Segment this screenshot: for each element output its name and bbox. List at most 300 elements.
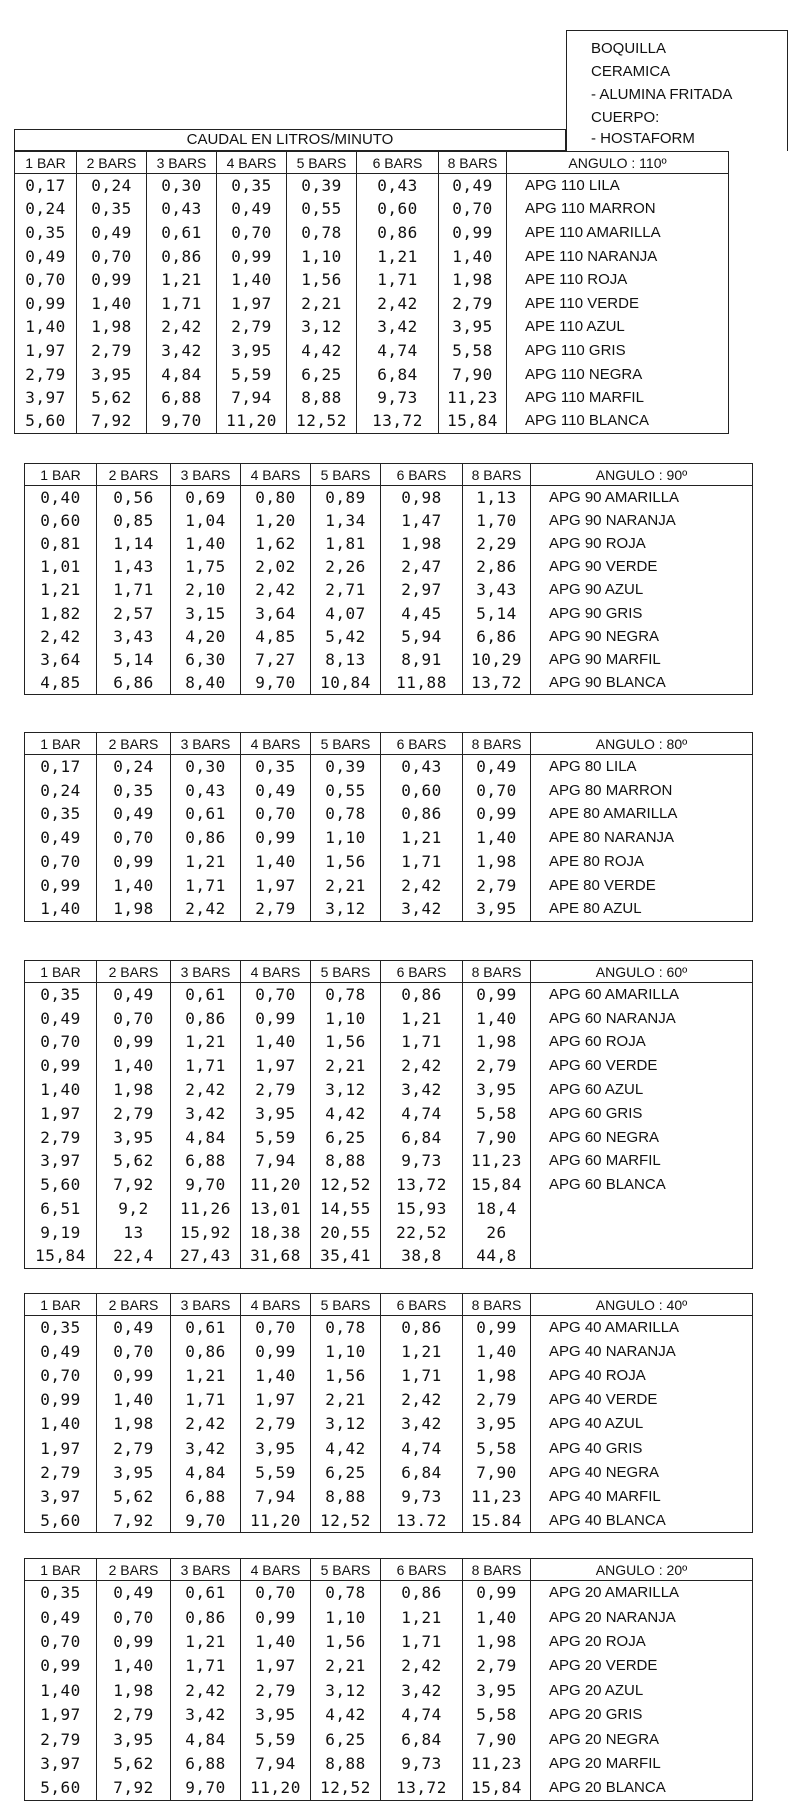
flow-value-cell: 0,70 (97, 1605, 171, 1629)
flow-value-cell: 15,84 (463, 1776, 531, 1800)
flow-value-cell: 13,72 (381, 1776, 463, 1800)
flow-value-cell: 0,99 (463, 983, 531, 1007)
flow-value-cell: 1,81 (311, 532, 381, 555)
flow-table-6 (24, 1558, 753, 1801)
flow-value-cell: 11,20 (241, 1776, 311, 1800)
table-row (25, 1508, 753, 1532)
table-row (25, 601, 753, 624)
nozzle-name-cell: APG 40 VERDE (531, 1388, 753, 1412)
flow-value-cell: 7,90 (463, 1125, 531, 1149)
flow-value-cell: 4,74 (381, 1702, 463, 1726)
flow-value-cell: 1,10 (311, 1006, 381, 1030)
column-header: 2 BARS (77, 152, 147, 174)
flow-value-cell: 3,12 (287, 315, 357, 339)
flow-value-cell: 1,01 (25, 555, 97, 578)
note-line: - HOSTAFORM (566, 129, 788, 151)
flow-value-cell: 1,98 (463, 1030, 531, 1054)
flow-value-cell: 6,86 (463, 625, 531, 648)
flow-value-cell: 0,89 (311, 486, 381, 509)
flow-value-cell: 1,40 (25, 1678, 97, 1702)
column-header: 4 BARS (241, 1559, 311, 1581)
flow-value-cell: 1,97 (241, 1654, 311, 1678)
nozzle-name-cell: APG 90 GRIS (531, 601, 753, 624)
table-row (25, 509, 753, 532)
flow-value-cell: 5,60 (15, 409, 77, 433)
flow-value-cell: 8,40 (171, 671, 241, 694)
table-row (25, 1678, 753, 1702)
flow-value-cell: 1,98 (97, 1412, 171, 1436)
table-row (15, 386, 729, 410)
flow-value-cell: 0,60 (381, 778, 463, 802)
flow-value-cell: 2,42 (171, 1678, 241, 1702)
flow-value-cell: 1,62 (241, 532, 311, 555)
table-row (25, 1388, 753, 1412)
nozzle-name-cell: APG 110 GRIS (507, 339, 729, 363)
flow-value-cell: 1,21 (171, 850, 241, 874)
column-header: 8 BARS (463, 733, 531, 755)
angle-header: ANGULO : 90º (531, 464, 753, 486)
flow-value-cell: 9,70 (147, 409, 217, 433)
flow-value-cell: 1,40 (463, 1006, 531, 1030)
column-header: 4 BARS (217, 152, 287, 174)
nozzle-name-cell (531, 1197, 753, 1221)
flow-value-cell: 8,91 (381, 648, 463, 671)
flow-value-cell: 2,02 (241, 555, 311, 578)
table-row (15, 362, 729, 386)
flow-table-1 (14, 151, 729, 434)
flow-value-cell: 13,72 (357, 409, 439, 433)
flow-value-cell: 0,70 (97, 1006, 171, 1030)
flow-value-cell: 2,42 (357, 291, 439, 315)
flow-value-cell: 0,99 (97, 1364, 171, 1388)
table-row (25, 1316, 753, 1340)
flow-value-cell: 9,73 (357, 386, 439, 410)
nozzle-name-cell: APG 20 ROJA (531, 1629, 753, 1653)
column-header: 1 BAR (25, 464, 97, 486)
flow-value-cell: 3,42 (171, 1702, 241, 1726)
nozzle-name-cell: APG 110 MARFIL (507, 386, 729, 410)
flow-value-cell: 1,71 (171, 1654, 241, 1678)
flow-value-cell: 1,71 (381, 850, 463, 874)
flow-value-cell: 1,70 (463, 509, 531, 532)
flow-value-cell: 1,40 (171, 532, 241, 555)
table-row (25, 1581, 753, 1605)
flow-value-cell: 7,94 (241, 1149, 311, 1173)
flow-value-cell: 3,95 (463, 1678, 531, 1702)
flow-value-cell: 10,29 (463, 648, 531, 671)
flow-value-cell: 0,43 (171, 778, 241, 802)
flow-value-cell: 3,95 (463, 1412, 531, 1436)
table-row (25, 555, 753, 578)
table-row (25, 1244, 753, 1268)
flow-value-cell: 10,84 (311, 671, 381, 694)
nozzle-name-cell: APE 110 AZUL (507, 315, 729, 339)
flow-value-cell: 13,01 (241, 1197, 311, 1221)
flow-value-cell: 1,21 (171, 1629, 241, 1653)
column-header: 6 BARS (381, 961, 463, 983)
column-header: 4 BARS (241, 733, 311, 755)
flow-value-cell: 0,55 (311, 778, 381, 802)
flow-value-cell: 1,82 (25, 601, 97, 624)
flow-value-cell: 1,10 (311, 1605, 381, 1629)
flow-value-cell: 5,58 (439, 339, 507, 363)
angle-header: ANGULO : 60º (531, 961, 753, 983)
nozzle-name-cell: APG 90 BLANCA (531, 671, 753, 694)
flow-value-cell: 4,85 (241, 625, 311, 648)
flow-value-cell: 12,52 (287, 409, 357, 433)
table-row (25, 983, 753, 1007)
table-row (25, 802, 753, 826)
table-row (25, 1006, 753, 1030)
flow-value-cell: 1,04 (171, 509, 241, 532)
nozzle-name-cell: APG 110 NEGRA (507, 362, 729, 386)
flow-value-cell: 0,70 (241, 1581, 311, 1605)
column-header: 2 BARS (97, 733, 171, 755)
flow-value-cell: 5,59 (217, 362, 287, 386)
nozzle-name-cell: APG 40 ROJA (531, 1364, 753, 1388)
flow-value-cell: 1,98 (97, 897, 171, 921)
flow-value-cell: 3,64 (25, 648, 97, 671)
flow-value-cell: 1,13 (463, 486, 531, 509)
flow-value-cell: 0,85 (97, 509, 171, 532)
column-header: 8 BARS (463, 961, 531, 983)
flow-value-cell: 1,71 (171, 1054, 241, 1078)
nozzle-name-cell: APG 40 GRIS (531, 1436, 753, 1460)
flow-value-cell: 2,57 (97, 601, 171, 624)
flow-value-cell: 11,23 (463, 1484, 531, 1508)
flow-value-cell: 3,95 (97, 1125, 171, 1149)
table-row (15, 315, 729, 339)
flow-value-cell: 1,98 (463, 1364, 531, 1388)
flow-value-cell: 2,42 (381, 1388, 463, 1412)
flow-value-cell: 0,78 (311, 802, 381, 826)
flow-value-cell: 4,74 (381, 1436, 463, 1460)
flow-value-cell: 3,95 (439, 315, 507, 339)
flow-value-cell: 0,70 (97, 1340, 171, 1364)
flow-value-cell: 0,49 (25, 1340, 97, 1364)
flow-value-cell: 2,79 (25, 1460, 97, 1484)
table-row (25, 1364, 753, 1388)
flow-value-cell: 1,98 (97, 1678, 171, 1702)
flow-value-cell: 0,49 (97, 1316, 171, 1340)
flow-value-cell: 5,62 (77, 386, 147, 410)
flow-value-cell: 5,62 (97, 1484, 171, 1508)
flow-value-cell: 2,42 (25, 625, 97, 648)
column-header: 5 BARS (287, 152, 357, 174)
flow-value-cell: 8,13 (311, 648, 381, 671)
flow-value-cell: 1,40 (241, 1364, 311, 1388)
flow-value-cell: 2,42 (381, 1054, 463, 1078)
flow-value-cell: 1,56 (311, 1364, 381, 1388)
table-row (25, 1629, 753, 1653)
nozzle-name-cell (531, 1220, 753, 1244)
flow-value-cell: 1,97 (25, 1702, 97, 1726)
flow-value-cell: 5,60 (25, 1776, 97, 1800)
table-row (25, 1173, 753, 1197)
flow-value-cell: 1,40 (241, 1629, 311, 1653)
flow-value-cell: 2,79 (25, 1125, 97, 1149)
flow-table-3 (24, 732, 753, 922)
nozzle-name-cell: APG 40 MARFIL (531, 1484, 753, 1508)
flow-value-cell: 2,42 (147, 315, 217, 339)
flow-value-cell: 9,2 (97, 1197, 171, 1221)
nozzle-material-note (566, 30, 788, 130)
flow-value-cell: 15.84 (463, 1508, 531, 1532)
flow-value-cell: 1,40 (463, 1605, 531, 1629)
table-row (25, 1220, 753, 1244)
flow-value-cell: 0,49 (77, 221, 147, 245)
table-row (25, 532, 753, 555)
flow-value-cell: 1,40 (241, 1030, 311, 1054)
column-header: 8 BARS (463, 1559, 531, 1581)
flow-value-cell: 0,49 (217, 197, 287, 221)
flow-value-cell: 8,88 (311, 1484, 381, 1508)
flow-value-cell: 3,42 (147, 339, 217, 363)
flow-value-cell: 4,84 (147, 362, 217, 386)
nozzle-name-cell: APG 90 ROJA (531, 532, 753, 555)
flow-value-cell: 2,47 (381, 555, 463, 578)
table-row (25, 1605, 753, 1629)
flow-value-cell: 0,99 (25, 873, 97, 897)
flow-value-cell: 0,35 (241, 755, 311, 779)
flow-value-cell: 0,35 (217, 174, 287, 198)
flow-value-cell: 1,98 (463, 1629, 531, 1653)
flow-value-cell: 5,60 (25, 1173, 97, 1197)
flow-value-cell: 0,70 (15, 268, 77, 292)
flow-value-cell: 0,40 (25, 486, 97, 509)
flow-value-cell: 0,86 (147, 244, 217, 268)
nozzle-name-cell: APG 20 GRIS (531, 1702, 753, 1726)
flow-value-cell: 9,70 (171, 1173, 241, 1197)
flow-value-cell: 7,92 (97, 1776, 171, 1800)
flow-value-cell: 7,92 (77, 409, 147, 433)
flow-value-cell: 1,20 (241, 509, 311, 532)
flow-value-cell: 1,56 (311, 1030, 381, 1054)
flow-value-cell: 2,79 (463, 1388, 531, 1412)
nozzle-name-cell: APG 60 VERDE (531, 1054, 753, 1078)
flow-value-cell: 0,39 (311, 755, 381, 779)
column-header: 6 BARS (381, 464, 463, 486)
flow-value-cell: 4,85 (25, 671, 97, 694)
flow-value-cell: 8,88 (311, 1751, 381, 1775)
flow-value-cell: 2,21 (287, 291, 357, 315)
table-row (25, 1340, 753, 1364)
flow-value-cell: 18,38 (241, 1220, 311, 1244)
flow-value-cell: 5,62 (97, 1149, 171, 1173)
flow-value-cell: 3,95 (97, 1727, 171, 1751)
flow-value-cell: 6,51 (25, 1197, 97, 1221)
flow-value-cell: 3,97 (25, 1149, 97, 1173)
flow-value-cell: 0,49 (97, 1581, 171, 1605)
flow-value-cell: 4,84 (171, 1727, 241, 1751)
flow-value-cell: 5,14 (463, 601, 531, 624)
flow-value-cell: 0,43 (147, 197, 217, 221)
flow-value-cell: 2,71 (311, 578, 381, 601)
nozzle-name-cell: APG 20 VERDE (531, 1654, 753, 1678)
flow-value-cell: 1,97 (241, 1054, 311, 1078)
nozzle-name-cell (531, 1244, 753, 1268)
table-row (15, 339, 729, 363)
flow-value-cell: 3,43 (97, 625, 171, 648)
flow-value-cell: 2,21 (311, 1654, 381, 1678)
flow-value-cell: 0,70 (25, 850, 97, 874)
flow-value-cell: 11,20 (217, 409, 287, 433)
column-header: 6 BARS (381, 733, 463, 755)
flow-value-cell: 0,49 (97, 983, 171, 1007)
table-row (25, 1484, 753, 1508)
flow-value-cell: 0,78 (311, 1581, 381, 1605)
nozzle-name-cell: APE 110 NARANJA (507, 244, 729, 268)
flow-value-cell: 0,86 (357, 221, 439, 245)
flow-value-cell: 1,71 (147, 291, 217, 315)
column-header: 1 BAR (25, 961, 97, 983)
flow-value-cell: 15,84 (439, 409, 507, 433)
flow-value-cell: 2,79 (241, 1078, 311, 1102)
flow-value-cell: 1,21 (171, 1030, 241, 1054)
flow-value-cell: 1,40 (97, 1388, 171, 1412)
nozzle-name-cell: APG 60 NEGRA (531, 1125, 753, 1149)
table-row (25, 1727, 753, 1751)
flow-value-cell: 3,97 (25, 1751, 97, 1775)
flow-value-cell: 0,17 (15, 174, 77, 198)
flow-value-cell: 5,42 (311, 625, 381, 648)
flow-value-cell: 3,95 (77, 362, 147, 386)
column-header: 2 BARS (97, 1559, 171, 1581)
flow-value-cell: 0,61 (147, 221, 217, 245)
flow-value-cell: 15,92 (171, 1220, 241, 1244)
flow-value-cell: 12,52 (311, 1776, 381, 1800)
flow-value-cell: 0,70 (25, 1629, 97, 1653)
table-row (25, 1654, 753, 1678)
flow-value-cell: 1,71 (171, 1388, 241, 1412)
nozzle-name-cell: APG 60 MARFIL (531, 1149, 753, 1173)
flow-value-cell: 6,86 (97, 671, 171, 694)
flow-value-cell: 0,30 (147, 174, 217, 198)
nozzle-name-cell: APG 40 NARANJA (531, 1340, 753, 1364)
nozzle-name-cell: APG 80 MARRON (531, 778, 753, 802)
flow-value-cell: 1,40 (463, 826, 531, 850)
flow-value-cell: 0,49 (463, 755, 531, 779)
flow-value-cell: 20,55 (311, 1220, 381, 1244)
flow-value-cell: 0,86 (171, 1340, 241, 1364)
flow-value-cell: 0,70 (241, 802, 311, 826)
flow-value-cell: 2,21 (311, 1388, 381, 1412)
flow-value-cell: 0,99 (463, 1316, 531, 1340)
column-header: 1 BAR (25, 1559, 97, 1581)
flow-value-cell: 0,49 (97, 802, 171, 826)
table-row (25, 873, 753, 897)
column-header: 3 BARS (171, 1559, 241, 1581)
flow-value-cell: 18,4 (463, 1197, 531, 1221)
flow-value-cell: 13,72 (381, 1173, 463, 1197)
flow-value-cell: 6,84 (381, 1125, 463, 1149)
table-row (25, 778, 753, 802)
flow-value-cell: 1,97 (241, 873, 311, 897)
nozzle-name-cell: APG 90 NARANJA (531, 509, 753, 532)
flow-value-cell: 0,70 (241, 983, 311, 1007)
flow-value-cell: 3,97 (25, 1484, 97, 1508)
flow-value-cell: 7,90 (463, 1727, 531, 1751)
flow-value-cell: 0,70 (25, 1364, 97, 1388)
table-row (25, 1078, 753, 1102)
note-line: CUERPO: (591, 109, 660, 126)
flow-value-cell: 1,40 (97, 873, 171, 897)
flow-value-cell: 0,78 (311, 1316, 381, 1340)
table-row (15, 221, 729, 245)
flow-value-cell: 2,86 (463, 555, 531, 578)
column-header: 5 BARS (311, 1559, 381, 1581)
nozzle-name-cell: APE 80 AMARILLA (531, 802, 753, 826)
table-row (25, 897, 753, 921)
flow-value-cell: 2,42 (171, 1078, 241, 1102)
flow-table-5 (24, 1293, 753, 1533)
flow-value-cell: 7,90 (463, 1460, 531, 1484)
table-row (25, 578, 753, 601)
flow-value-cell: 0,99 (463, 802, 531, 826)
flow-value-cell: 4,84 (171, 1460, 241, 1484)
nozzle-name-cell: APG 40 BLANCA (531, 1508, 753, 1532)
flow-value-cell: 0,98 (381, 486, 463, 509)
flow-value-cell: 2,10 (171, 578, 241, 601)
flow-value-cell: 0,70 (97, 826, 171, 850)
flow-value-cell: 2,42 (381, 1654, 463, 1678)
nozzle-name-cell: APG 90 NEGRA (531, 625, 753, 648)
flow-value-cell: 0,35 (25, 802, 97, 826)
flow-value-cell: 5,59 (241, 1125, 311, 1149)
flow-value-cell: 1,40 (463, 1340, 531, 1364)
flow-value-cell: 4,07 (311, 601, 381, 624)
flow-value-cell: 3,95 (241, 1101, 311, 1125)
flow-value-cell: 4,84 (171, 1125, 241, 1149)
flow-value-cell: 11,20 (241, 1173, 311, 1197)
flow-value-cell: 1,71 (97, 578, 171, 601)
flow-value-cell: 22,4 (97, 1244, 171, 1268)
nozzle-name-cell: APE 80 AZUL (531, 897, 753, 921)
flow-value-cell: 2,79 (97, 1436, 171, 1460)
flow-value-cell: 0,61 (171, 1581, 241, 1605)
flow-value-cell: 1,40 (25, 1078, 97, 1102)
flow-value-cell: 5,94 (381, 625, 463, 648)
flow-value-cell: 0,86 (381, 1316, 463, 1340)
flow-value-cell: 0,99 (77, 268, 147, 292)
flow-value-cell: 0,86 (381, 802, 463, 826)
nozzle-name-cell: APG 20 MARFIL (531, 1751, 753, 1775)
flow-value-cell: 1,10 (311, 1340, 381, 1364)
flow-value-cell: 15,93 (381, 1197, 463, 1221)
flow-value-cell: 12,52 (311, 1173, 381, 1197)
table-row (25, 1101, 753, 1125)
angle-header: ANGULO : 40º (531, 1294, 753, 1316)
flow-value-cell: 0,81 (25, 532, 97, 555)
note-line: - ALUMINA FRITADA (591, 86, 733, 103)
flow-value-cell: 3,95 (241, 1436, 311, 1460)
nozzle-name-cell: APG 60 NARANJA (531, 1006, 753, 1030)
flow-value-cell: 1,97 (25, 1101, 97, 1125)
flow-value-cell: 1,75 (171, 555, 241, 578)
flow-value-cell: 0,99 (241, 1605, 311, 1629)
nozzle-name-cell: APG 110 MARRON (507, 197, 729, 221)
flow-value-cell: 2,79 (97, 1702, 171, 1726)
flow-value-cell: 0,78 (311, 983, 381, 1007)
flow-value-cell: 4,42 (311, 1702, 381, 1726)
flow-value-cell: 31,68 (241, 1244, 311, 1268)
table-row (25, 1125, 753, 1149)
flow-value-cell: 6,25 (287, 362, 357, 386)
nozzle-name-cell: APG 60 BLANCA (531, 1173, 753, 1197)
table-row (15, 197, 729, 221)
table-row (25, 826, 753, 850)
nozzle-name-cell: APG 110 LILA (507, 174, 729, 198)
